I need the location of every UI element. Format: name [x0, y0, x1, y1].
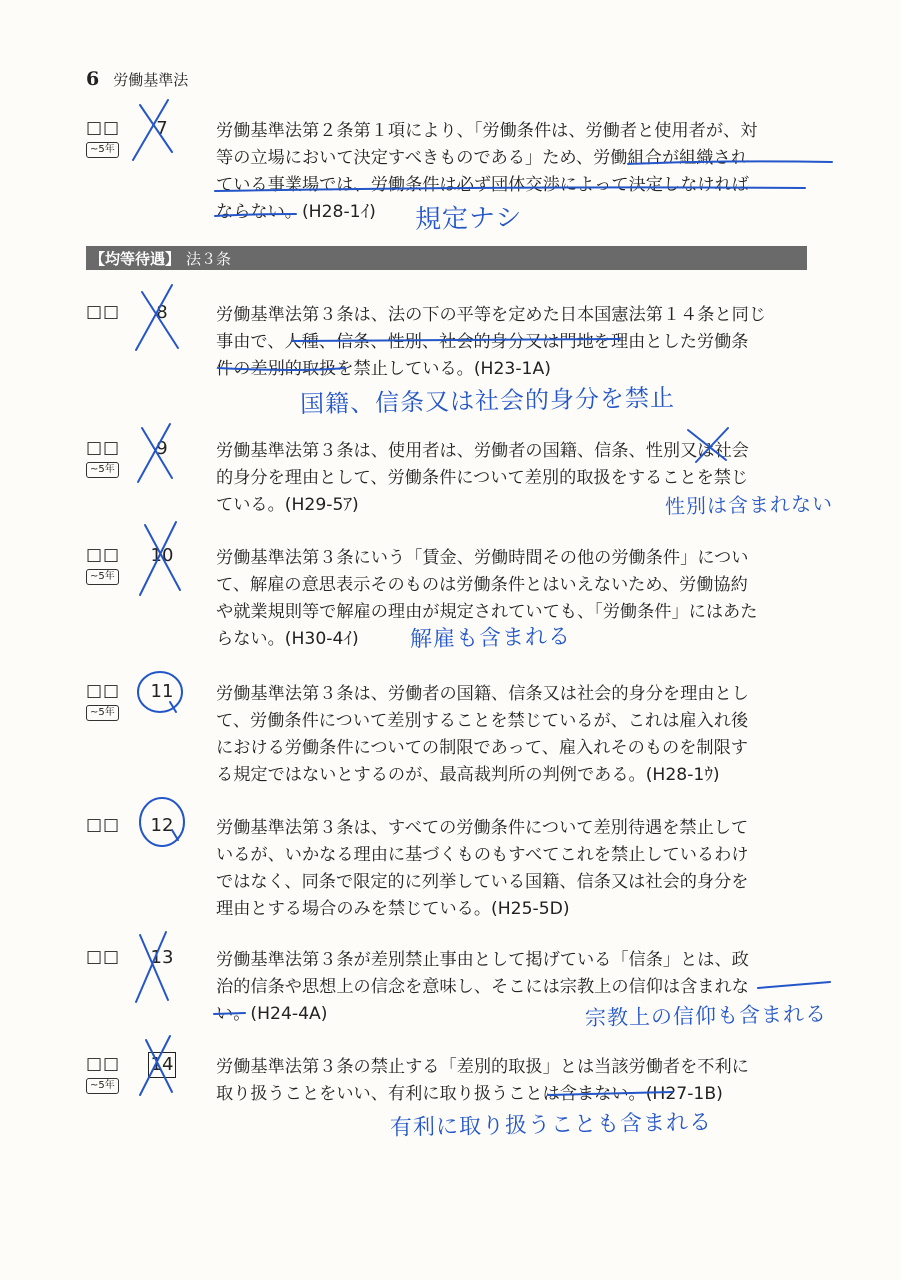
five-year-badge: ~5年 [86, 569, 119, 585]
review-checkboxes[interactable]: □□ [86, 947, 121, 967]
five-year-badge: ~5年 [86, 142, 119, 158]
question-line: 理由とする場合のみを禁じている。(H25-5D) [216, 899, 570, 919]
question-line: 的身分を理由として、労働条件について差別的取扱をすることを禁じ [216, 468, 749, 488]
handwritten-note: 性別は含まれない [664, 491, 834, 519]
review-checkboxes[interactable]: □□ [86, 438, 121, 458]
question-line: ている事業場では、労働条件は必ず団体交渉によって決定しなければ [216, 175, 749, 195]
five-year-badge: ~5年 [86, 462, 119, 478]
review-checkboxes[interactable]: □□ [86, 545, 121, 565]
question-line: における労働条件についての制限であって、雇入れそのものを制限す [216, 738, 748, 758]
question-number: 13 [150, 947, 174, 968]
question-text [216, 1054, 804, 1108]
question-number: 11 [150, 681, 174, 702]
handwritten-note: 宗教上の信仰も含まれる [584, 1001, 828, 1031]
question-line: ならない。(H28-1ｲ) [216, 202, 376, 222]
question-text [216, 681, 804, 789]
question-line: 労働基準法第３条の禁止する「差別的取扱」とは当該労働者を不利に [216, 1057, 749, 1077]
question-number: 14 [148, 1052, 176, 1078]
question-line: 労働基準法第３条は、法の下の平等を定めた日本国憲法第１４条と同じ [216, 305, 767, 325]
question-line: 労働基準法第３条は、労働者の国籍、信条又は社会的身分を理由とし [216, 684, 749, 704]
question-line: い。(H24-4A) [216, 1004, 328, 1024]
section-title: 【均等待遇】 [90, 249, 181, 268]
question-line: 等の立場において決定すべきものである」ため、労働組合が組織され [216, 148, 748, 168]
handwritten-note: 解雇も含まれる [409, 624, 572, 653]
question-number: 12 [150, 815, 174, 836]
question-line: る規定ではないとするのが、最高裁判所の判例である。(H28-1ｳ) [216, 765, 720, 785]
handwritten-note: 規定ナシ [414, 203, 523, 235]
five-year-badge: ~5年 [86, 1078, 119, 1094]
question-line: 労働基準法第３条は、すべての労働条件について差別待遇を禁止して [216, 818, 749, 838]
question-number: 10 [150, 545, 174, 566]
section-bar [86, 246, 807, 270]
question-line: や就業規則等で解雇の理由が規定されていても、「労働条件」にはあた [216, 602, 758, 622]
page-number: 6 [86, 68, 100, 90]
handwritten-note: 有利に取り扱うことも含まれる [389, 1110, 713, 1141]
question-text [216, 302, 804, 383]
review-checkboxes[interactable]: □□ [86, 1054, 121, 1074]
question-line: いるが、いかなる理由に基づくものもすべてこれを禁止しているわけ [216, 845, 749, 865]
question-line: 労働基準法第３条にいう「賃金、労働時間その他の労働条件」につい [216, 548, 749, 568]
question-line: て、労働条件について差別することを禁じているが、これは雇入れ後 [216, 711, 749, 731]
handwritten-note: 国籍、信条又は社会的身分を禁止 [299, 383, 676, 419]
review-checkboxes[interactable]: □□ [86, 302, 121, 322]
question-line: 労働基準法第３条が差別禁止事由として掲げている「信条」とは、政 [216, 950, 749, 970]
tick-mark [170, 702, 176, 712]
question-number: 8 [156, 302, 168, 323]
question-line: 事由で、人種、信条、性別、社会的身分又は門地を理由とした労働条 [216, 332, 749, 352]
chapter-title: 労働基準法 [113, 71, 189, 89]
question-line: らない。(H30-4ｲ) [216, 629, 359, 649]
question-line: 労働基準法第３条は、使用者は、労働者の国籍、信条、性別又は社会 [216, 441, 749, 461]
question-line: 件の差別的取扱を禁止している。(H23-1A) [216, 359, 551, 379]
review-checkboxes[interactable]: □□ [86, 118, 121, 138]
review-checkboxes[interactable]: □□ [86, 815, 121, 835]
question-number: 9 [156, 438, 168, 459]
question-line: ている。(H29-5ｱ) [216, 495, 359, 515]
five-year-badge: ~5年 [86, 705, 119, 721]
question-line: ではなく、同条で限定的に列挙している国籍、信条又は社会的身分を [216, 872, 749, 892]
question-line: 労働基準法第２条第１項により、「労働条件は、労働者と使用者が、対 [216, 121, 758, 141]
review-checkboxes[interactable]: □□ [86, 681, 121, 701]
section-article: 法３条 [186, 249, 232, 268]
question-number: 7 [156, 118, 168, 139]
question-line: 治的信条や思想上の信念を意味し、そこには宗教上の信仰は含まれな [216, 977, 749, 997]
question-line: て、解雇の意思表示そのものは労働条件とはいえないため、労働協約 [216, 575, 748, 595]
question-text [216, 815, 804, 923]
question-line: 取り扱うことをいい、有利に取り扱うことは含まない。(H27-1B) [216, 1084, 723, 1104]
page-header [86, 68, 188, 90]
